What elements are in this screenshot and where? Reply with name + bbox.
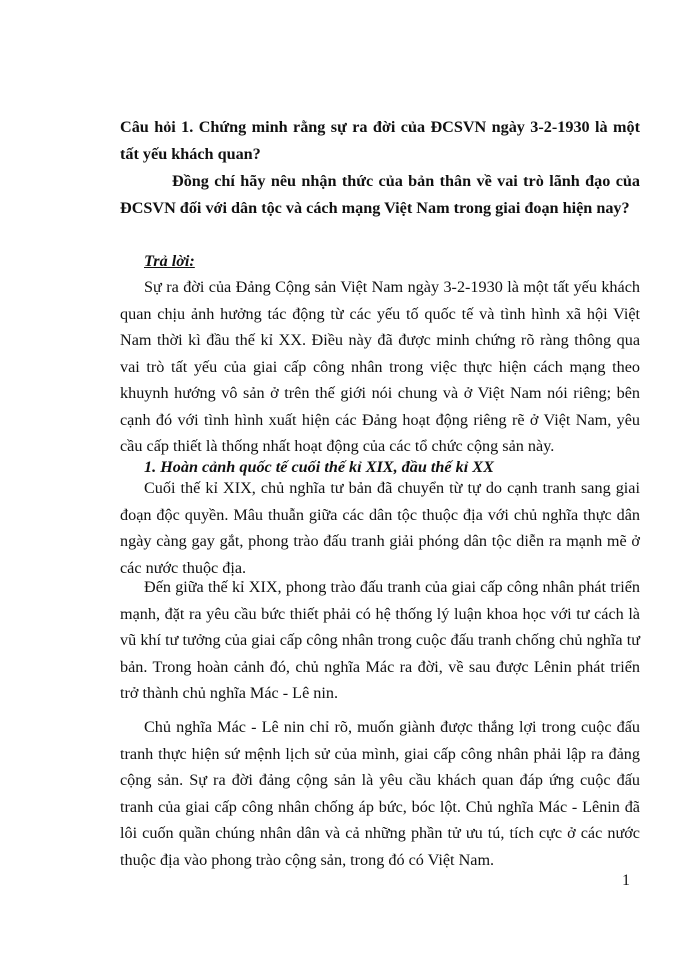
question-part-2: Đồng chí hãy nêu nhận thức của bản thân về vai trò lãnh đạo của ĐCSVN đối với dân tộc và cách mạng Việt Nam trong giai đoạn hiện nay? <box>120 172 640 217</box>
page-number: 1 <box>622 872 630 889</box>
intro-paragraph: Sự ra đời của Đảng Cộng sản Việt Nam ngày 3-2-1930 là một tất yếu khách quan chịu ảnh hưởng tác động từ các yếu tố quốc tế và tình hình xã hội Việt Nam thời kì đầu thế kỉ XX. Điều này đã được minh chứng rõ ràng thông qua vai trò tất yếu của giai cấp công nhân trong việc thực hiện cách mạng theo khuynh hướng vô sản ở trên thế giới nói chung và ở Việt Nam nói riêng; bên cạnh đó với tình hình xuất hiện các Đảng hoạt động riêng rẽ ở Việt Nam, yêu cầu cấp thiết là thống nhất hoạt động của các tổ chức cộng sản này. <box>120 278 640 455</box>
section-1-heading: 1. Hoàn cảnh quốc tế cuối thế kỉ XIX, đầu thế kỉ XX <box>144 458 494 476</box>
question-part-1: Câu hỏi 1. Chứng minh rằng sự ra đời của ĐCSVN ngày 3-2-1930 là một tất yếu khách quan? <box>120 118 640 163</box>
section-1-paragraph-3: Chủ nghĩa Mác - Lê nin chỉ rõ, muốn giành được thắng lợi trong cuộc đấu tranh thực hiện sứ mệnh lịch sử của mình, giai cấp công nhân phải lập ra đảng cộng sản. Sự ra đời đảng cộng sản là yêu cầu khách quan đáp ứng cuộc đấu tranh của giai cấp công nhân chống áp bức, bóc lột. Chủ nghĩa Mác - Lênin đã lôi cuốn quần chúng nhân dân và cả những phần tử ưu tú, tích cực ở các nước thuộc địa vào phong trào cộng sản, trong đó có Việt Nam. <box>120 718 640 869</box>
section-1-paragraph-2: Đến giữa thế kỉ XIX, phong trào đấu tranh của giai cấp công nhân phát triển mạnh, đặt ra yêu cầu bức thiết phải có hệ thống lý luận khoa học với tư cách là vũ khí tư tưởng của giai cấp công nhân trong cuộc đấu tranh chống chủ nghĩa tư bản. Trong hoàn cảnh đó, chủ nghĩa Mác ra đời, về sau được Lênin phát triển trở thành chủ nghĩa Mác - Lê nin. <box>120 578 640 702</box>
answer-label: Trả lời: <box>144 252 195 270</box>
section-1-paragraph-1: Cuối thế kỉ XIX, chủ nghĩa tư bản đã chuyển từ tự do cạnh tranh sang giai đoạn độc quyền. Mâu thuẫn giữa các dân tộc thuộc địa với chủ nghĩa thực dân ngày càng gay gắt, phong trào đấu tranh giải phóng dân tộc diễn ra mạnh mẽ ở các nước thuộc địa. <box>120 479 640 577</box>
